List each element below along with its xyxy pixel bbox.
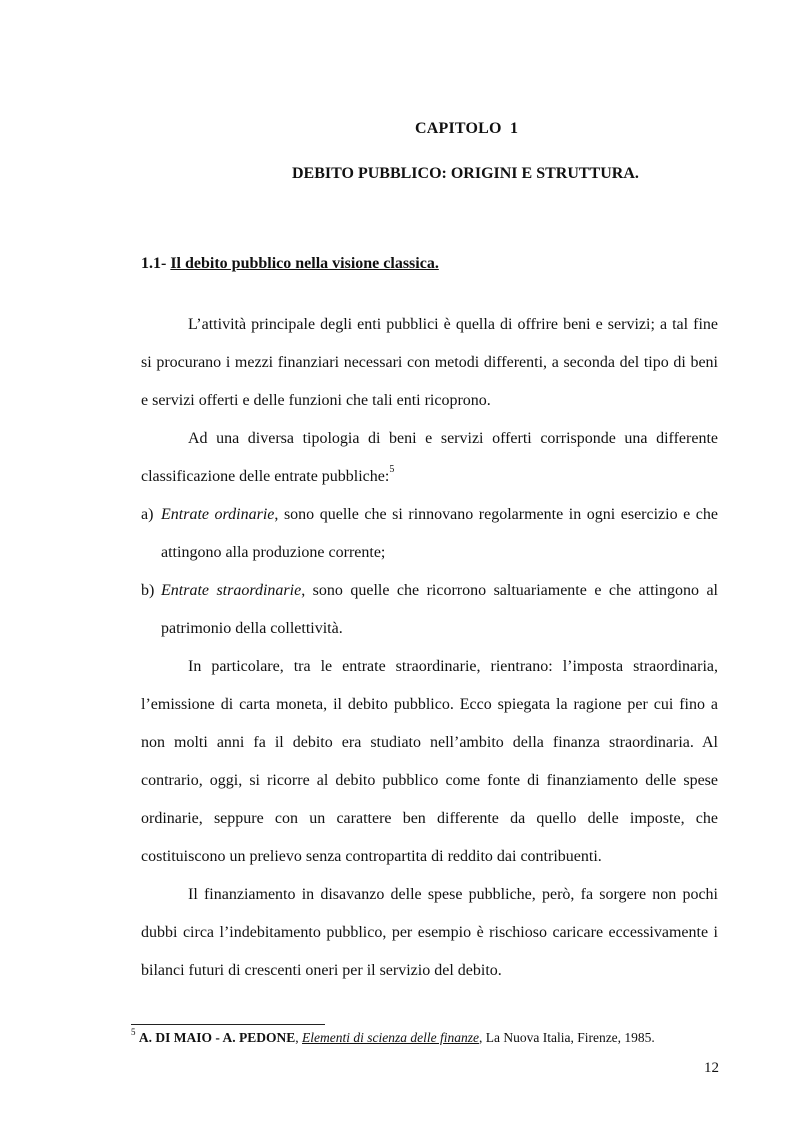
section-number: 1.1- (141, 255, 167, 272)
footnote-separator: , (295, 1030, 303, 1045)
paragraph-2 (141, 420, 718, 496)
list-item-a-desc: , sono quelle che si rinnovano regolarmente in ogni esercizio e che attingono alla produzione corrente; (161, 506, 719, 561)
paragraph-3: In particolare, tra le entrate straordinarie, rientrano: l’imposta straordinaria, l’emissione di carta moneta, il debito pubblico. Ecco spiegata la ragione per cui fino a non molti anni fa il debito era studiato nell’ambito della finanza straordinaria. Al contrario, oggi, si ricorre al debito pubblico come fonte di finanziamento delle spese ordinarie, seppure con un carattere ben differente da quello delle imposte, che costituiscono un prelievo senza contropartita di reddito dai contribuenti. (141, 658, 718, 865)
list-item-b-desc: , sono quelle che ricorrono saltuariamente e che attingono al patrimonio della collettività. (161, 582, 718, 637)
paragraph-1: L’attività principale degli enti pubblici è quella di offrire beni e servizi; a tal fine si procurano i mezzi finanziari necessari con metodi differenti, a seconda del tipo di beni e servizi offerti e delle funzioni che tali enti ricoprono. (141, 316, 718, 409)
body-text (141, 306, 718, 990)
footnote-ref: 5 (389, 463, 395, 475)
section-heading (141, 255, 439, 273)
list-item-a (141, 496, 718, 572)
footnote (131, 1026, 655, 1046)
list-item-b (141, 572, 718, 648)
footnote-authors: A. DI MAIO - A. PEDONE (138, 1030, 296, 1045)
list-marker-a: a) (141, 506, 154, 523)
list-item-b-text (161, 572, 718, 648)
footnote-book-title: Elementi di scienza delle finanze (302, 1030, 479, 1045)
paragraph-2-text: Ad una diversa tipologia di beni e servizi offerti corrisponde una differente classificazione delle entrate pubbliche: (141, 430, 718, 485)
page-number: 12 (704, 1060, 719, 1076)
list-item-b-term: Entrate straordinarie (161, 582, 302, 599)
footnote-number: 5 (131, 1026, 136, 1037)
list-marker-b: b) (141, 582, 155, 599)
chapter-title: DEBITO PUBBLICO: ORIGINI E STRUTTURA. (292, 165, 639, 182)
section-title: Il debito pubblico nella visione classica. (170, 255, 439, 272)
list-item-a-term: Entrate ordinarie (161, 506, 275, 523)
paragraph-4: Il finanziamento in disavanzo delle spese pubbliche, però, fa sorgere non pochi dubbi circa l’indebitamento pubblico, per esempio è rischioso caricare eccessivamente i bilanci futuri di crescenti oneri per il servizio del debito. (141, 886, 718, 979)
list-item-a-text (161, 496, 718, 572)
footnote-divider (131, 1024, 325, 1025)
footnote-publisher: , La Nuova Italia, Firenze, 1985. (478, 1030, 655, 1045)
chapter-number: CAPITOLO 1 (415, 120, 519, 137)
